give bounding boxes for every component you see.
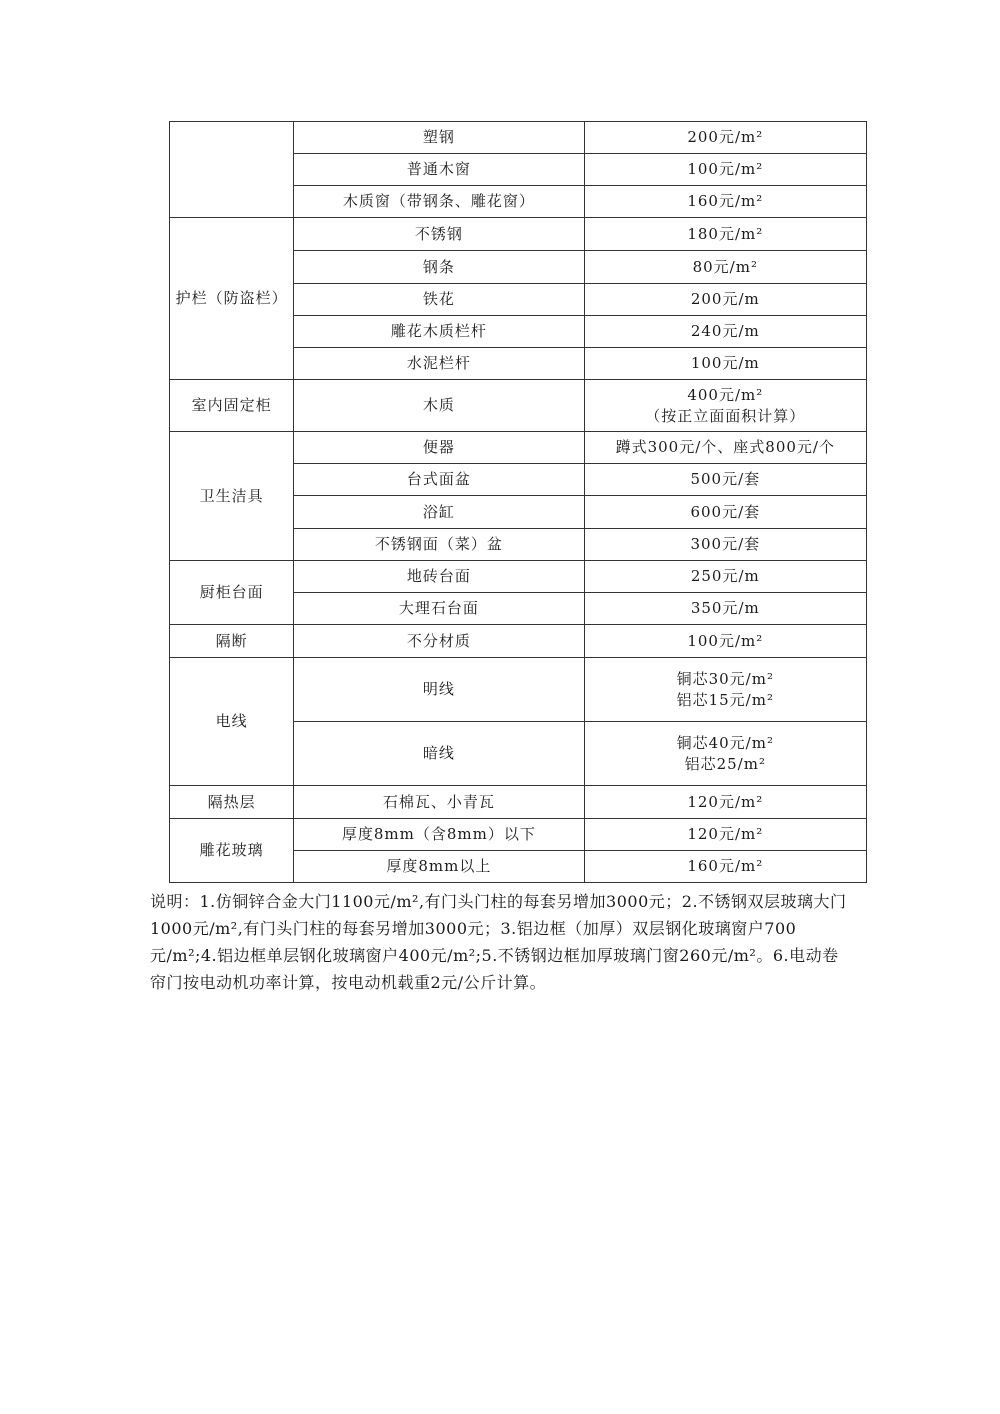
item-cell: 便器 xyxy=(294,432,584,464)
item-cell: 台式面盆 xyxy=(294,464,584,496)
item-cell: 厚度8mm以上 xyxy=(294,851,584,883)
category-cell: 电线 xyxy=(170,658,294,786)
price-cell xyxy=(584,561,866,593)
price-cell xyxy=(584,284,866,316)
price-text: 80元/m² xyxy=(692,257,758,276)
price-text: 350元/m xyxy=(690,599,760,617)
item-cell: 木质窗（带钢条、雕花窗） xyxy=(294,186,584,218)
table-row xyxy=(170,380,867,432)
table-row xyxy=(170,658,867,722)
price-cell xyxy=(584,819,866,851)
price-cell xyxy=(584,154,866,186)
price-text: 铝芯15元/m² xyxy=(676,690,774,709)
price-text: 600元/套 xyxy=(690,502,761,521)
category-cell: 雕花玻璃 xyxy=(170,819,294,883)
table-row xyxy=(170,218,867,251)
price-cell xyxy=(584,218,866,251)
price-text: （按正立面面积计算） xyxy=(645,406,806,425)
item-cell: 石棉瓦、小青瓦 xyxy=(294,786,584,819)
price-text: 500元/套 xyxy=(690,470,761,488)
category-cell: 室内固定柜 xyxy=(170,380,294,432)
item-cell: 普通木窗 xyxy=(294,154,584,186)
category-cell xyxy=(170,122,294,218)
item-cell: 不锈钢 xyxy=(294,218,584,251)
price-text: 400元/m² xyxy=(687,385,764,404)
table-body xyxy=(170,122,867,883)
price-text: 160元/m² xyxy=(687,857,764,875)
price-cell xyxy=(584,529,866,561)
price-text: 铜芯30元/m² xyxy=(676,669,774,688)
price-text: 100元/m² xyxy=(687,160,764,178)
price-text: 铝芯25/m² xyxy=(684,754,766,773)
price-text: 240元/m xyxy=(690,322,760,340)
price-cell xyxy=(584,786,866,819)
item-cell: 塑钢 xyxy=(294,122,584,154)
price-text: 200元/m² xyxy=(687,128,764,146)
price-text: 铜芯40元/m² xyxy=(676,733,774,752)
price-cell xyxy=(584,432,866,464)
price-cell xyxy=(584,251,866,284)
table-row xyxy=(170,819,867,851)
price-cell xyxy=(584,464,866,496)
price-text: 300元/套 xyxy=(690,535,761,553)
category-cell: 卫生洁具 xyxy=(170,432,294,561)
price-cell xyxy=(584,625,866,658)
price-text: 200元/m xyxy=(690,290,760,308)
price-cell xyxy=(584,722,866,786)
item-cell: 不锈钢面（菜）盆 xyxy=(294,529,584,561)
price-text: 100元/m xyxy=(690,354,760,372)
item-cell: 浴缸 xyxy=(294,496,584,529)
price-text: 180元/m² xyxy=(687,224,764,243)
price-cell xyxy=(584,316,866,348)
price-cell xyxy=(584,348,866,380)
item-cell: 雕花木质栏杆 xyxy=(294,316,584,348)
price-text: 120元/m² xyxy=(687,792,764,811)
price-cell xyxy=(584,851,866,883)
price-text: 160元/m² xyxy=(687,192,764,210)
item-cell: 不分材质 xyxy=(294,625,584,658)
item-cell: 明线 xyxy=(294,658,584,722)
item-cell: 钢条 xyxy=(294,251,584,284)
category-cell: 厨柜台面 xyxy=(170,561,294,625)
price-cell xyxy=(584,380,866,432)
price-text: 250元/m xyxy=(690,567,760,585)
explanation-note: 说明：1.仿铜锌合金大门1100元/m²,有门头门柱的每套另增加3000元；2.不锈钢双层玻璃大门1000元/m²,有门头门柱的每套另增加3000元；3.铝边框（加厚）双层钢化玻璃窗户700元/m²;4.铝边框单层钢化玻璃窗户400元/m²;5.不锈钢边框加厚玻璃门窗260元/m²。6.电动卷帘门按电动机功率计算，按电动机载重2元/公斤计算。 xyxy=(150,892,847,992)
table-row xyxy=(170,561,867,593)
table-row xyxy=(170,786,867,819)
item-cell: 铁花 xyxy=(294,284,584,316)
table-row xyxy=(170,432,867,464)
category-cell: 隔热层 xyxy=(170,786,294,819)
table-row xyxy=(170,122,867,154)
price-text: 蹲式300元/个、座式800元/个 xyxy=(615,438,835,456)
price-cell xyxy=(584,593,866,625)
price-table xyxy=(169,121,867,883)
item-cell: 暗线 xyxy=(294,722,584,786)
item-cell: 木质 xyxy=(294,380,584,432)
category-cell: 隔断 xyxy=(170,625,294,658)
item-cell: 大理石台面 xyxy=(294,593,584,625)
price-text: 120元/m² xyxy=(687,825,764,843)
price-cell xyxy=(584,186,866,218)
price-cell xyxy=(584,658,866,722)
item-cell: 水泥栏杆 xyxy=(294,348,584,380)
category-cell: 护栏（防盗栏） xyxy=(170,218,294,380)
table-row xyxy=(170,625,867,658)
item-cell: 地砖台面 xyxy=(294,561,584,593)
price-text: 100元/m² xyxy=(687,631,764,650)
price-cell xyxy=(584,122,866,154)
price-cell xyxy=(584,496,866,529)
item-cell: 厚度8mm（含8mm）以下 xyxy=(294,819,584,851)
